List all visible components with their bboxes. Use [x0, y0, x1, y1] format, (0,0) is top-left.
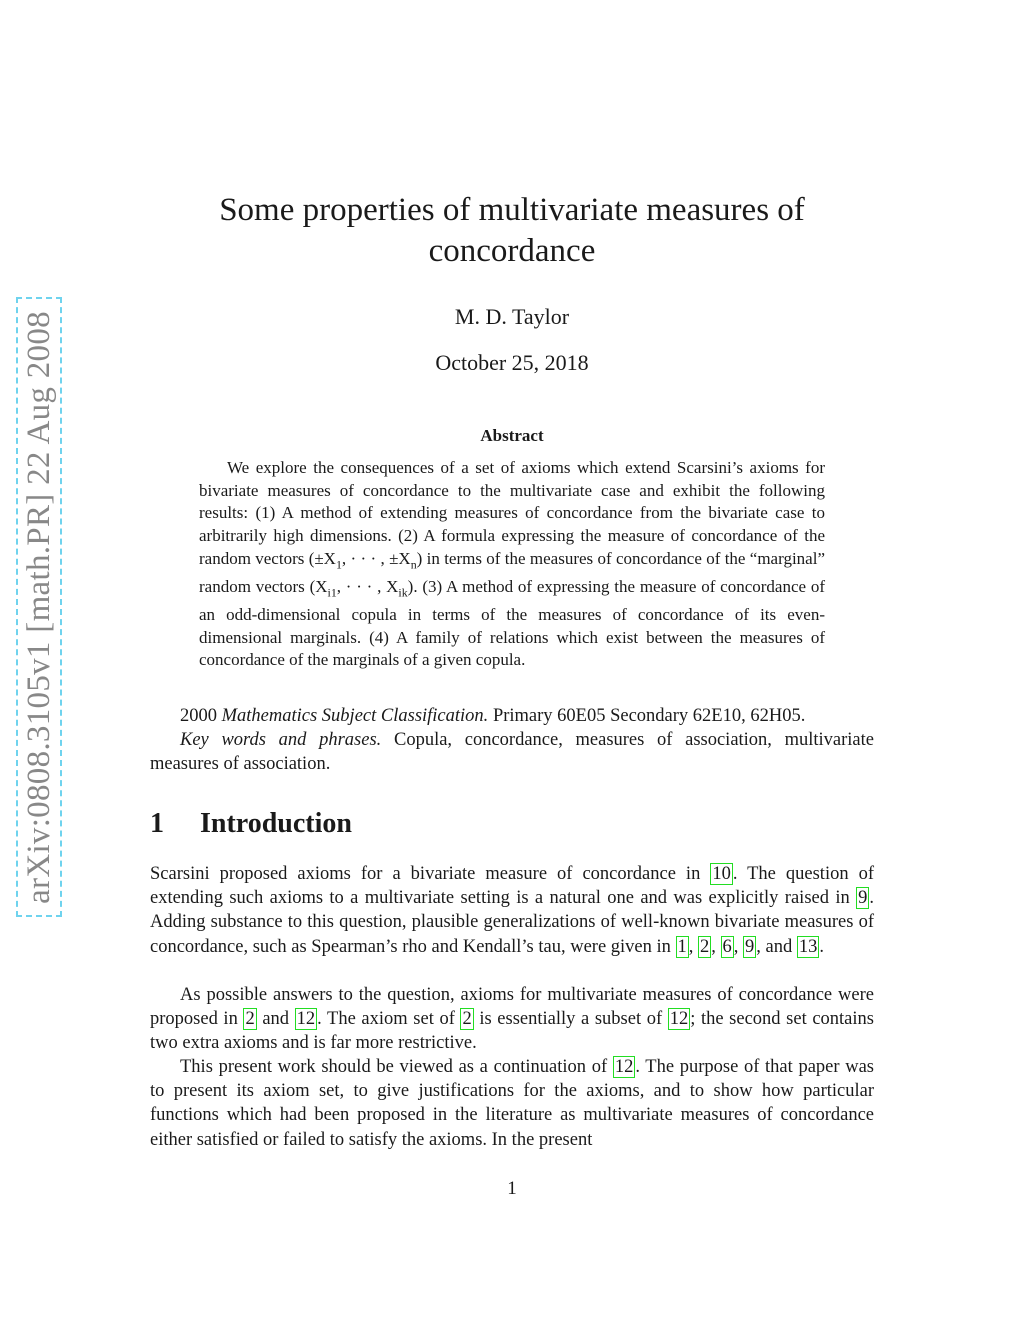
date: October 25, 2018 [435, 350, 589, 375]
section-number: 1 [150, 808, 164, 839]
abstract-heading: Abstract [480, 426, 544, 445]
arxiv-identifier[interactable]: arXiv:0808.3105v1 [math.PR] 22 Aug 2008 [20, 310, 57, 904]
author: M. D. Taylor [454, 304, 570, 329]
citation-link[interactable]: 1 [677, 936, 687, 957]
abstract-text: We explore the consequences of a set of axioms which extend Scarsini’s axioms for bivariate measures of concordance to the multivariate case and exhibit the following results: (1) A method of extending measures of concordance from the bivariate case to arbitrarily high dimensions. (2) A formula expressing the measure of concordance of the random vectors ($\pm X_1$, · · · , $\pm X_n$) in terms of the measures of concordance of the “marginal” random vectors ($X_{i1}$, · · · , $X_{ik}$). (3) A method of expressing the measure of concordance of an odd-dimensional copula in terms of the measures of concordance of its even-dimensional marginals. (4) A family of relations which exist between the measures of concordance of the marginals of a given copula. [199, 458, 825, 670]
arxiv-stamp [16, 297, 62, 917]
citation-link[interactable]: 12 [296, 1009, 316, 1030]
citation-link[interactable]: 9 [858, 888, 868, 909]
paragraph-2: As possible answers to the question, axioms for multivariate measures of concordance were proposed in 2 and 12 . The axiom set of 2 is essentially a subset of 12 ; the second set contains two extra axioms and is far more restrictive. [150, 985, 874, 1054]
citation-link[interactable]: 2 [245, 1009, 255, 1030]
paper-title: Some properties of multivariate measures of concordance [219, 192, 805, 269]
citation-link[interactable]: 10 [712, 864, 731, 884]
citation-link[interactable]: 12 [614, 1057, 634, 1077]
page-number: 1 [507, 1178, 517, 1199]
paragraph-1: Scarsini proposed axioms for a bivariate measure of concordance in 10 . The question of extending such axioms to a multivariate setting is a natural one and was explicitly raised in 9 . Adding substance to this question, plausible generalizations of well-known bivariate measures of concordance, such as Spearman’s rho and Kendall’s tau, were given in 1 , 2 , 6 , 9 , and 13 . [150, 864, 874, 957]
keywords: Key words and phrases. Copula, concordance, measures of association, multivariate measures of association. [150, 730, 874, 774]
section-heading [150, 808, 352, 840]
citation-link[interactable]: 2 [700, 936, 710, 957]
citation-link[interactable]: 6 [722, 936, 732, 957]
citation-link[interactable]: 9 [745, 936, 755, 957]
citation-link[interactable]: 12 [669, 1009, 689, 1030]
paragraph-3: This present work should be viewed as a continuation of 12 . The purpose of that paper was to present its axiom set, to give justifications for the axioms, and to show how particular functions which had been proposed in the literature as multivariate measures of concordance either satisfied or failed to satisfy the axioms. In the present [150, 1057, 874, 1150]
citation-link[interactable]: 2 [462, 1009, 472, 1030]
citation-link[interactable]: 13 [798, 936, 818, 957]
subject-classification: 2000 Mathematics Subject Classification. Primary 60E05 Secondary 62E10, 62H05. [180, 706, 806, 726]
section-title: Introduction [200, 808, 352, 839]
